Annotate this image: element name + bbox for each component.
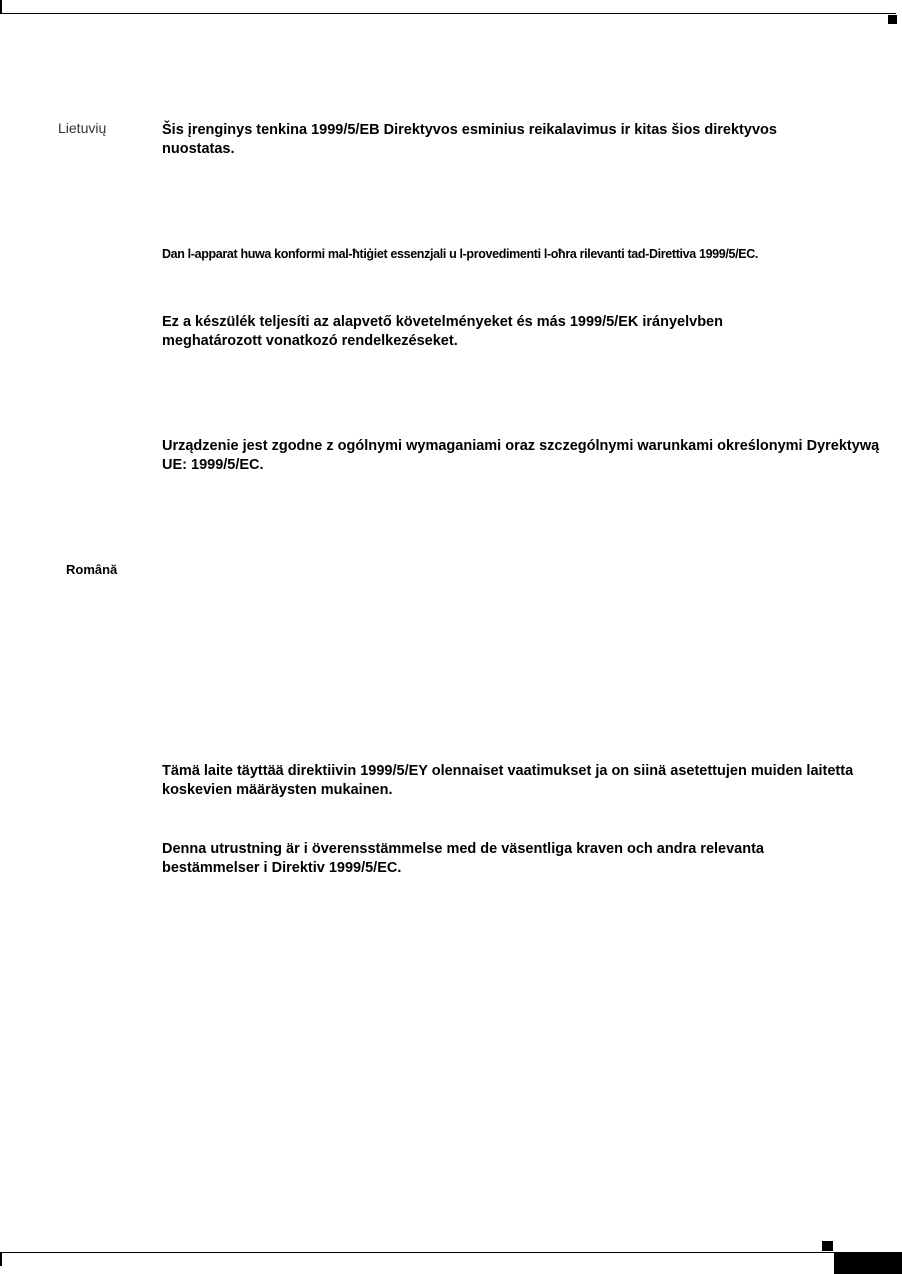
footer-marker	[822, 1241, 833, 1251]
statement-swedish: Denna utrustning är i överensstämmelse med de väsentliga kraven och andra relevanta bestämmelser i Direktiv 1999/5/EC.	[162, 841, 764, 876]
statement-lithuanian: Šis įrenginys tenkina 1999/5/EB Direktyvos esminius reikalavimus ir kitas šios direktyvos nuostatas.	[162, 122, 777, 157]
header-rule	[0, 13, 896, 14]
footer-page-tab	[834, 1253, 902, 1274]
statement-polish: Urządzenie jest zgodne z ogólnymi wymaganiami oraz szczególnymi warunkami określonymi Dyrektywą UE: 1999/5/EC.	[162, 438, 880, 473]
language-label-lithuanian: Lietuvių	[58, 120, 107, 136]
statement-finnish: Tämä laite täyttää direktiivin 1999/5/EY olennaiset vaatimukset ja on siinä asetettujen muiden laitetta koskevien määräysten mukainen.	[162, 763, 854, 798]
language-label-romanian: Română	[66, 562, 118, 577]
header-left-tick	[0, 0, 2, 14]
statement-hungarian: Ez a készülék teljesíti az alapvető követelményeket és más 1999/5/EK irányelvben meghatározott vonatkozó rendelkezéseket.	[162, 314, 723, 349]
statement-maltese: Dan l-apparat huwa konformi mal-ħtiġiet essenzjali u l-provedimenti l-oħra rilevanti tad-Direttiva 1999/5/EC.	[162, 247, 759, 261]
header-corner-marker	[888, 15, 897, 24]
footer-left-tick	[0, 1252, 2, 1266]
footer-rule	[0, 1252, 902, 1253]
